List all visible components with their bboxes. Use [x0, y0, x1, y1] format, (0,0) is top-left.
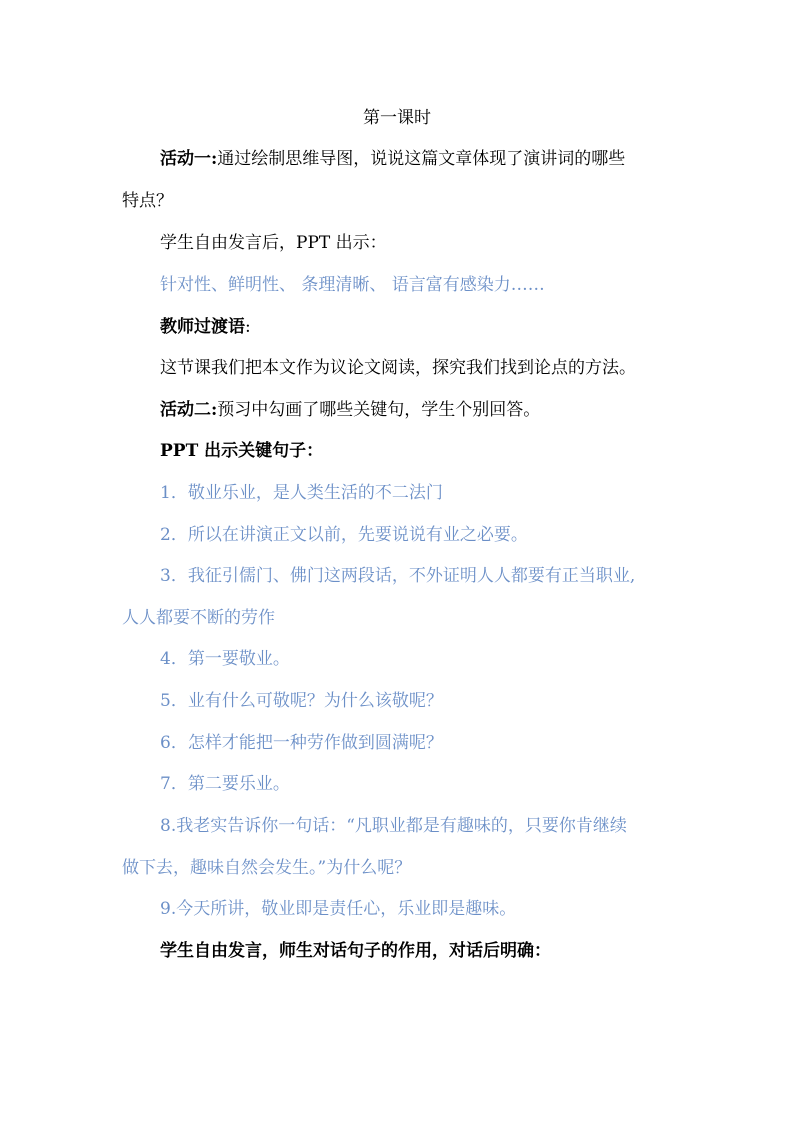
activity2-line: [160, 398, 540, 422]
sentence-4: 4．第一要敬业。: [160, 649, 290, 669]
student-speak-ppt: 学生自由发言后，PPT 出示：: [160, 233, 387, 253]
teacher-transition-heading: [160, 315, 251, 339]
teacher-transition-label: 教师过渡语: [160, 317, 245, 337]
features-list: 针对性、鲜明性、 条理清晰、 语言富有感染力……: [160, 275, 545, 295]
activity1-text: 通过绘制思维导图，说说这篇文章体现了演讲词的哪些: [217, 149, 626, 169]
sentence-8-line1: 8.我老实告诉你一句话：“凡职业都是有趣味的，只要你肯继续: [160, 816, 627, 836]
sentence-2: 2．所以在讲演正文以前，先要说说有业之必要。: [160, 525, 528, 545]
ppt-key-sentences: PPT 出示关键句子：: [160, 441, 324, 461]
sentence-8-line2: 做下去，趣味自然会发生。”为什么呢？: [122, 858, 412, 878]
activity1-label: 活动一:: [160, 149, 218, 169]
activity1-line2: 特点？: [122, 191, 173, 211]
activity1-line1: [160, 147, 625, 171]
sentence-3-line1: 3．我征引儒门、佛门这两段话，不外证明人人都要有正当职业,: [160, 566, 636, 586]
sentence-7: 7．第二要乐业。: [160, 774, 290, 794]
activity2-text: 预习中勾画了哪些关键句，学生个别回答。: [217, 400, 541, 420]
sentence-6: 6．怎样才能把一种劳作做到圆满呢？: [160, 733, 443, 753]
sentence-1: 1．敬业乐业，是人类生活的不二法门: [160, 483, 443, 503]
sentence-3-line2: 人人都要不断的劳作: [122, 608, 275, 628]
page-title: 第一课时: [363, 108, 431, 128]
sentence-5: 5．业有什么可敬呢？为什么该敬呢？: [160, 691, 443, 711]
teacher-transition-text: 这节课我们把本文作为议论文阅读，探究我们找到论点的方法。: [160, 358, 636, 378]
closing-statement: 学生自由发言，师生对话句子的作用，对话后明确：: [160, 941, 551, 961]
sentence-9: 9.今天所讲，敬业即是责任心，乐业即是趣味。: [160, 899, 517, 919]
teacher-transition-colon: :: [245, 317, 251, 337]
activity2-label: 活动二:: [160, 400, 218, 420]
